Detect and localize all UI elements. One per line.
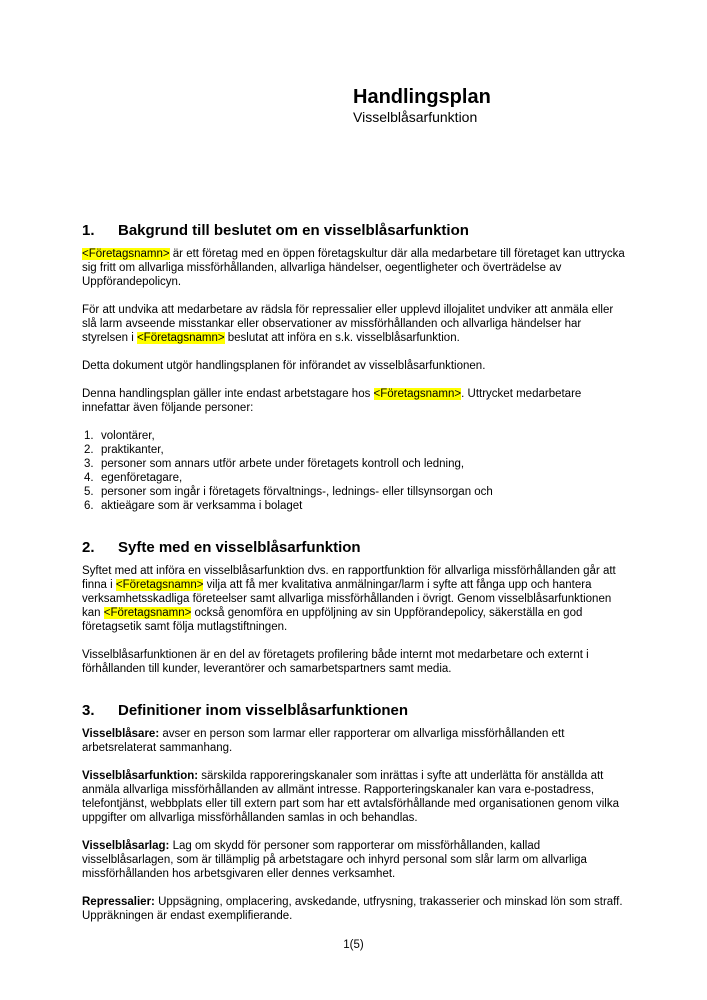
list-item-text: aktieägare som är verksamma i bolaget bbox=[101, 500, 303, 512]
term-label: Visselblåsare: bbox=[82, 728, 160, 740]
section-title: Definitioner inom visselblåsarfunktionen bbox=[118, 702, 409, 719]
text-run: avser en person som larmar eller rapporterar om allvarliga missförhållanden ett arbetsrelaterat sammanhang. bbox=[82, 728, 565, 754]
paragraph bbox=[82, 359, 629, 373]
company-name-placeholder: <Företagsnamn> bbox=[136, 332, 225, 344]
paragraph bbox=[82, 247, 629, 289]
list-item bbox=[82, 443, 629, 457]
document-section bbox=[82, 539, 629, 676]
list-item-number: 6. bbox=[84, 500, 94, 512]
paragraph bbox=[82, 895, 629, 923]
list-item-text: egenföretagare, bbox=[101, 472, 183, 484]
list-item-number: 4. bbox=[84, 472, 94, 484]
list-item bbox=[82, 429, 629, 443]
text-run: Visselblåsarfunktionen är en del av företagets profilering både internt mot medarbetare och externt i förhållanden till kunder, leverantörer och samarbetspartners samt media. bbox=[82, 649, 589, 675]
list-item-text: praktikanter, bbox=[101, 444, 164, 456]
text-run: Detta dokument utgör handlingsplanen för införandet av visselblåsarfunktionen. bbox=[82, 360, 486, 372]
list-item bbox=[82, 499, 629, 513]
document-title: Handlingsplan bbox=[353, 86, 491, 108]
term-label: Visselblåsarlag: bbox=[82, 840, 170, 852]
text-run: särskilda rapporeringskanaler som inrättas i syfte att underlätta för anställda att anmäla allvarliga missförhållanden av allmänt intresse. Rapporteringskanaler kan vara e-postadress, telefontjänst, webbplats eller till extern part som har ett avtalsförhållande med organisationen genom vilka uppgifter om allvarliga missförhållanden samlas in och behandlas. bbox=[82, 770, 619, 824]
text-run: är ett företag med en öppen företagskultur där alla medarbetare till företaget kan uttrycka sig fritt om allvarliga missförhållanden, allvarliga händelser, oegentligheter och överträdelse av Uppförandepolicyn. bbox=[82, 248, 625, 288]
text-run: vilja att få mer kvalitativa anmälningar/larm i syfte att fånga upp och hantera verksamhetsskadliga företeelser samt allvarliga missförhållanden i övrigt. Genom visselblåsarfunktionen kan bbox=[82, 579, 612, 619]
list-item bbox=[82, 457, 629, 471]
section-number: 1. bbox=[82, 222, 95, 239]
list-item-number: 5. bbox=[84, 486, 94, 498]
list-item-number: 2. bbox=[84, 444, 94, 456]
company-name-placeholder: <Företagsnamn> bbox=[103, 607, 192, 619]
term-label: Visselblåsarfunktion: bbox=[82, 770, 199, 782]
text-run: . Uttrycket medarbetare innefattar även följande personer: bbox=[82, 388, 582, 414]
text-run: Denna handlingsplan gäller inte endast arbetstagare hos bbox=[82, 388, 374, 400]
page-number: 1(5) bbox=[343, 939, 364, 951]
text-run: beslutat att införa en s.k. visselblåsarfunktion. bbox=[224, 332, 460, 344]
paragraph bbox=[82, 303, 629, 345]
list-item-text: personer som annars utför arbete under företagets kontroll och ledning, bbox=[101, 458, 465, 470]
text-run: För att undvika att medarbetare av rädsla för repressalier eller upplevd illojalitet undviker att anmäla eller slå larm avseende misstankar eller observationer av missförhållanden och allvarliga händelser har styrelsen i bbox=[82, 304, 614, 344]
paragraph bbox=[82, 839, 629, 881]
document-section bbox=[82, 702, 629, 923]
section-title: Bakgrund till beslutet om en visselblåsarfunktion bbox=[118, 222, 469, 239]
section-heading bbox=[82, 702, 629, 720]
company-name-placeholder: <Företagsnamn> bbox=[115, 579, 204, 591]
text-run: Uppsägning, omplacering, avskedande, utfrysning, trakasserier och minskad lön som straff. Uppräkningen är endast exemplifierande. bbox=[82, 896, 623, 922]
text-run: också genomföra en uppföljning av sin Uppförandepolicy, säkerställa en god företagsetik samt följa mutlagstiftningen. bbox=[82, 607, 583, 633]
paragraph bbox=[82, 564, 629, 634]
list-item-text: volontärer, bbox=[101, 430, 155, 442]
company-name-placeholder: <Företagsnamn> bbox=[82, 248, 170, 260]
list-item-number: 3. bbox=[84, 458, 94, 470]
numbered-list bbox=[82, 429, 629, 513]
document-body bbox=[82, 222, 629, 923]
section-heading bbox=[82, 222, 629, 240]
paragraph bbox=[82, 727, 629, 755]
term-label: Repressalier: bbox=[82, 896, 155, 908]
paragraph bbox=[82, 769, 629, 825]
document-section bbox=[82, 222, 629, 513]
company-name-placeholder: <Företagsnamn> bbox=[373, 388, 462, 400]
text-run: Lag om skydd för personer som rapporterar om missförhållanden, kallad visselblåsarlagen, som är tillämplig på arbetstagare och inhyrd personal som slår larm om allvarliga missförhållanden hos arbetsgivaren eller dennes verksamhet. bbox=[82, 840, 587, 880]
list-item bbox=[82, 485, 629, 499]
title-block bbox=[353, 86, 629, 125]
list-item-number: 1. bbox=[84, 430, 94, 442]
section-number: 3. bbox=[82, 702, 95, 719]
list-item-text: personer som ingår i företagets förvaltnings-, lednings- eller tillsynsorgan och bbox=[101, 486, 493, 498]
section-title: Syfte med en visselblåsarfunktion bbox=[118, 539, 361, 556]
list-item bbox=[82, 471, 629, 485]
section-number: 2. bbox=[82, 539, 95, 556]
paragraph bbox=[82, 387, 629, 415]
text-run: Syftet med att införa en visselblåsarfunktion dvs. en rapportfunktion för allvarliga missförhållanden går att finna i bbox=[82, 565, 616, 591]
paragraph bbox=[82, 648, 629, 676]
section-heading bbox=[82, 539, 629, 557]
document-subtitle: Visselblåsarfunktion bbox=[353, 109, 478, 125]
